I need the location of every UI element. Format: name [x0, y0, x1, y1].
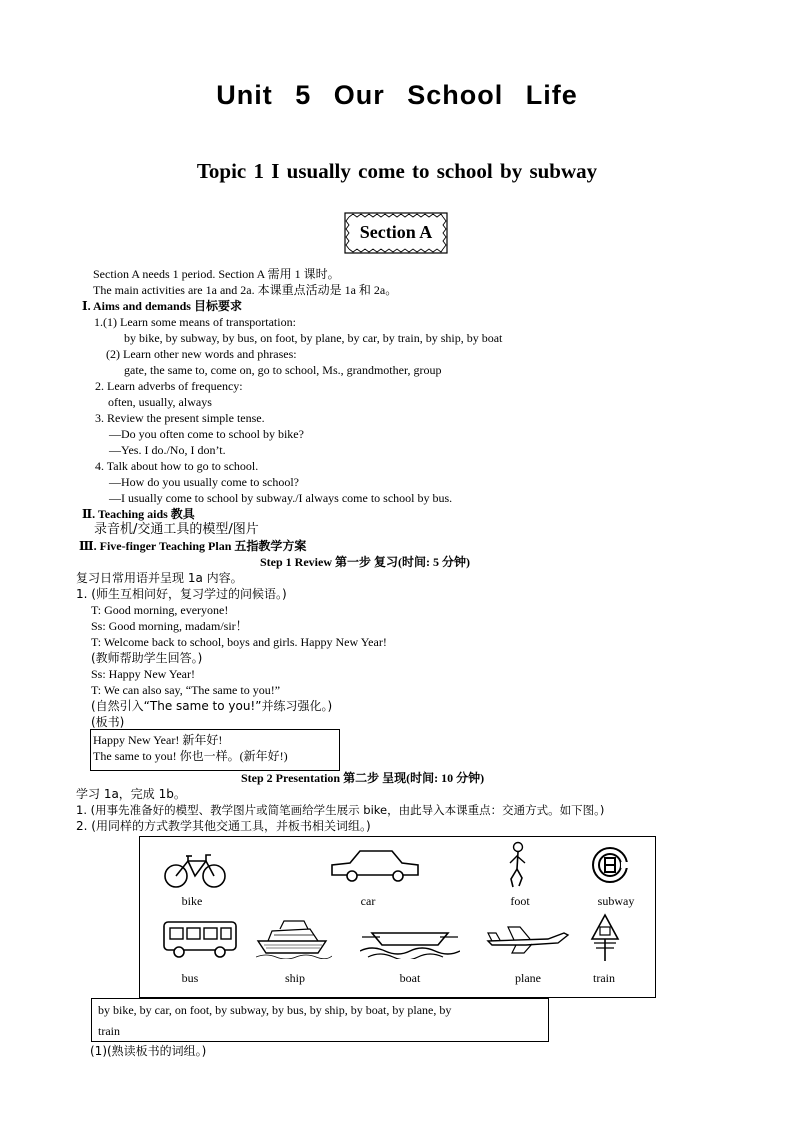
car-icon — [330, 847, 420, 883]
section-badge — [344, 212, 448, 254]
intro-line-2: The main activities are 1a and 2a. 本课重点活动是 1a 和 2a。 — [93, 283, 398, 297]
transport-label-foot: foot — [510, 894, 530, 908]
step1-line: 1. (师生互相问好，复习学过的问候语。) — [76, 587, 287, 601]
section-label: Section A — [359, 222, 433, 242]
boat-icon — [360, 923, 460, 959]
transport-label-bus: bus — [181, 971, 199, 985]
transport-label-bike: bike — [181, 894, 203, 908]
step2-title: Step 2 Presentation 第二步 呈现(时间: 10 分钟) — [241, 771, 485, 785]
teaching-aids-heading: Ⅱ. Teaching aids 教具 — [82, 507, 195, 521]
plan-heading: Ⅲ. Five-finger Teaching Plan 五指教学方案 — [79, 539, 307, 553]
train-sign-icon — [590, 913, 620, 963]
bus-icon — [162, 919, 238, 959]
board-line: by bike, by car, on foot, by subway, by bus, by ship, by boat, by plane, by — [98, 1003, 452, 1017]
ship-icon — [256, 915, 332, 959]
aims-item: by bike, by subway, by bus, on foot, by plane, by car, by train, by ship, by boat — [124, 331, 503, 345]
aims-item: —How do you usually come to school? — [109, 475, 299, 489]
transport-label-car: car — [360, 894, 376, 908]
blackboard-note-2 — [91, 998, 549, 1042]
aims-item: 3. Review the present simple tense. — [95, 411, 265, 425]
aims-item: —Do you often come to school by bike? — [109, 427, 304, 441]
aims-item: (2) Learn other new words and phrases: — [106, 347, 297, 361]
blackboard-note-1 — [90, 729, 340, 771]
step2-line: 学习 1a，完成 1b。 — [76, 787, 186, 801]
board-line: Happy New Year! 新年好! — [93, 733, 223, 747]
step2-line: 2. (用同样的方式教学其他交通工具，并板书相关词组。) — [76, 819, 371, 833]
step1-line: (自然引入“The same to you!”并练习强化。) — [91, 699, 333, 713]
step1-line: T: We can also say, “The same to you!” — [91, 683, 281, 697]
aims-heading: Ⅰ. Aims and demands 目标要求 — [82, 299, 242, 313]
intro-line-1: Section A needs 1 period. Section A 需用 1 课时。 — [93, 267, 340, 281]
walking-person-icon — [506, 841, 530, 889]
step1-line: Ss: Good morning, madam/sir！ — [91, 619, 248, 633]
step1-line: Ss: Happy New Year! — [91, 667, 195, 681]
plane-icon — [486, 925, 570, 955]
transport-label-plane: plane — [515, 971, 541, 985]
step1-title: Step 1 Review 第一步 复习(时间: 5 分钟) — [260, 555, 470, 569]
aims-item: often, usually, always — [108, 395, 212, 409]
aims-item: 2. Learn adverbs of frequency: — [95, 379, 243, 393]
aims-item: 1.(1) Learn some means of transportation: — [94, 315, 296, 329]
transport-label-subway: subway — [597, 894, 635, 908]
step1-line: T: Good morning, everyone! — [91, 603, 229, 617]
transport-illustrations — [139, 836, 656, 998]
step1-line: (教师帮助学生回答。) — [91, 651, 203, 665]
step2-line: 1. (用事先准备好的模型、教学图片或简笔画给学生展示 bike，由此导入本课重点：交通方式。如下图。) — [76, 803, 605, 817]
step1-line: T: Welcome back to school, boys and girls. Happy New Year! — [91, 635, 387, 649]
aims-item: 4. Talk about how to go to school. — [95, 459, 259, 473]
step2-footer: (1)(熟读板书的词组。) — [90, 1044, 207, 1058]
step1-line: (板书) — [91, 715, 125, 729]
teaching-aids-content: 录音机/交通工具的模型/图片 — [94, 522, 259, 537]
bike-icon — [162, 851, 228, 891]
aims-item: —I usually come to school by subway./I always come to school by bus. — [109, 491, 453, 505]
aims-item: —Yes. I do./No, I don’t. — [109, 443, 226, 457]
step1-line: 复习日常用语并呈现 1a 内容。 — [76, 571, 243, 585]
board-line: The same to you! 你也一样。(新年好!) — [93, 749, 288, 763]
subway-logo-icon — [590, 845, 630, 885]
transport-label-ship: ship — [284, 971, 305, 985]
transport-label-boat: boat — [399, 971, 421, 985]
transport-label-train: train — [593, 971, 615, 985]
topic-title: Topic 1 I usually come to school by subway — [196, 159, 598, 183]
aims-item: gate, the same to, come on, go to school, Ms., grandmother, group — [124, 363, 442, 377]
board-line: train — [98, 1024, 120, 1038]
unit-title: Unit 5 Our School Life — [216, 80, 578, 110]
